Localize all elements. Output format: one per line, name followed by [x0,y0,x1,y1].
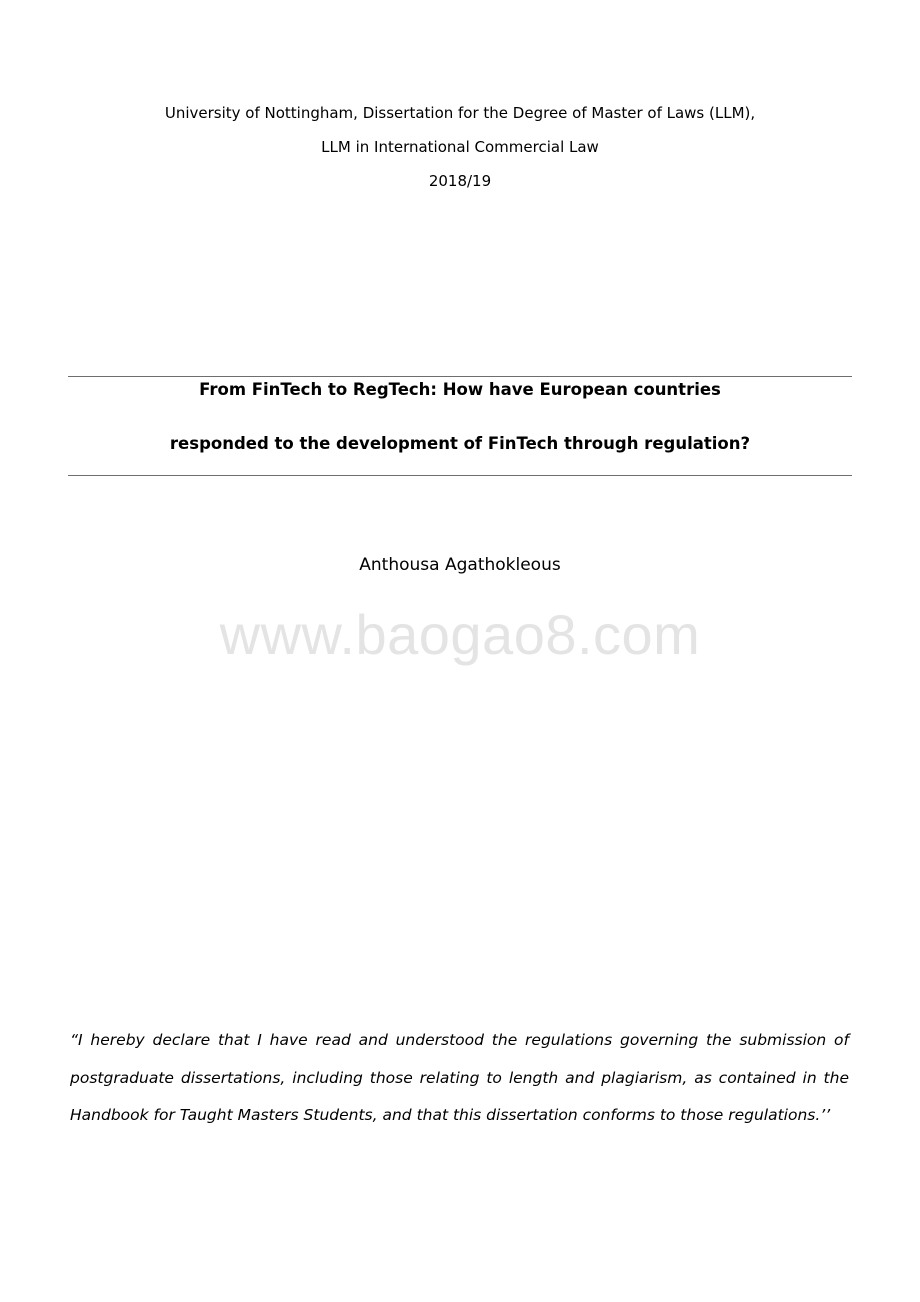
academic-year: 2018/19 [428,172,492,190]
author-name: Anthousa Agathokleous [359,555,561,575]
university-degree-line: University of Nottingham, Dissertation for the Degree of Master of Laws (LLM), [164,104,756,122]
watermark: www.baogao8.com [219,603,701,666]
dissertation-title-line-1: From FinTech to RegTech: How have European countries [199,380,721,399]
title-bottom-rule [68,475,852,476]
declaration-statement: “I hereby declare that I have read and understood the regulations governing the submission of postgraduate dissertations, including those relating to length and plagiarism, as contained in the Handbook for Taught Masters Students, and that this dissertation conforms to those regulations.’’ [70,1031,849,1124]
title-top-rule [68,376,852,377]
program-line: LLM in International Commercial Law [321,138,599,156]
dissertation-title-line-2: responded to the development of FinTech through regulation? [169,434,751,453]
